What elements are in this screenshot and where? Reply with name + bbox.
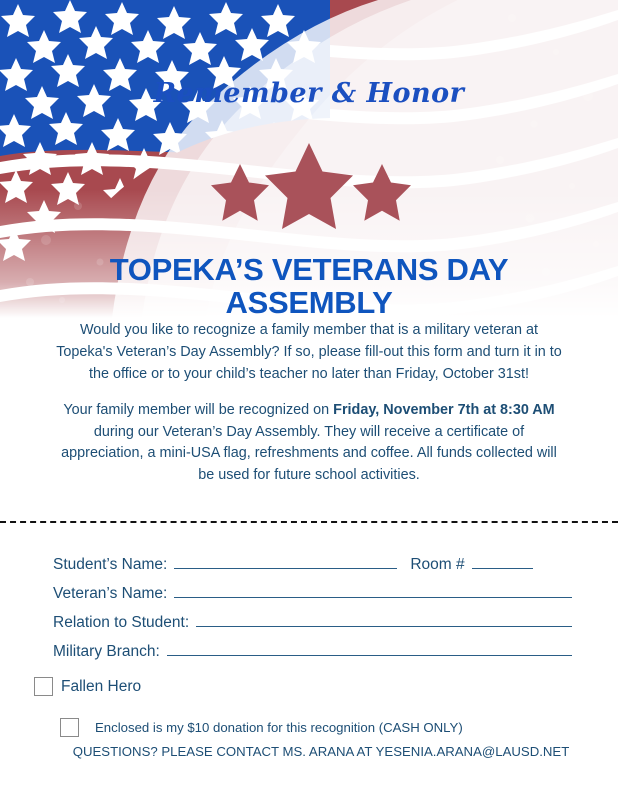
veteran-name-label: Veteran’s Name: [53, 585, 168, 602]
military-branch-input[interactable] [167, 640, 572, 656]
veteran-name-input[interactable] [174, 582, 572, 598]
relation-input[interactable] [196, 611, 572, 627]
paragraph-details [56, 400, 562, 488]
field-row-veteran-name [0, 582, 618, 611]
room-number-label: Room # [410, 556, 465, 573]
paragraph-details-post: during our Veteran’s Day Assembly. They will receive a certificate of appreciation, a mini-USA flag, refreshments and coffee. All funds collected will be used for future school activities. [61, 423, 557, 484]
field-row-relation [0, 611, 618, 640]
student-name-input[interactable] [174, 553, 397, 569]
field-row-student-name [0, 553, 618, 582]
donation-label: Enclosed is my $10 donation for this recognition (CASH ONLY) [95, 720, 463, 735]
paragraph-invitation: Would you like to recognize a family member that is a military veteran at Topeka's Veteran’s Day Assembly? If so, please fill-out this form and turn it in to the office or to your child’s teacher no later than Friday, October 31st! [56, 322, 562, 382]
donation-checkbox[interactable] [60, 718, 79, 737]
paragraph-details-pre: Your family member will be recognized on [63, 401, 334, 418]
military-branch-label: Military Branch: [53, 643, 160, 660]
contact-info: QUESTIONS? PLEASE CONTACT MS. ARANA AT YESENIA.ARANA@LAUSD.NET [72, 744, 570, 759]
relation-label: Relation to Student: [53, 614, 190, 631]
fallen-hero-label: Fallen Hero [61, 677, 142, 695]
fallen-hero-checkbox[interactable] [34, 677, 53, 696]
event-datetime: Friday, November 7th at 8:30 AM [333, 401, 555, 418]
tear-off-form [0, 553, 618, 759]
donation-row[interactable] [0, 718, 618, 737]
script-headline: Remember & Honor [153, 78, 465, 109]
tear-off-divider [0, 521, 618, 523]
body-copy [56, 320, 562, 501]
page-title: TOPEKA’S VETERANS DAY ASSEMBLY [109, 251, 509, 321]
field-row-military-branch [0, 640, 618, 669]
student-name-label: Student’s Name: [53, 556, 168, 573]
fallen-hero-row[interactable] [0, 677, 618, 696]
room-number-input[interactable] [472, 553, 533, 569]
